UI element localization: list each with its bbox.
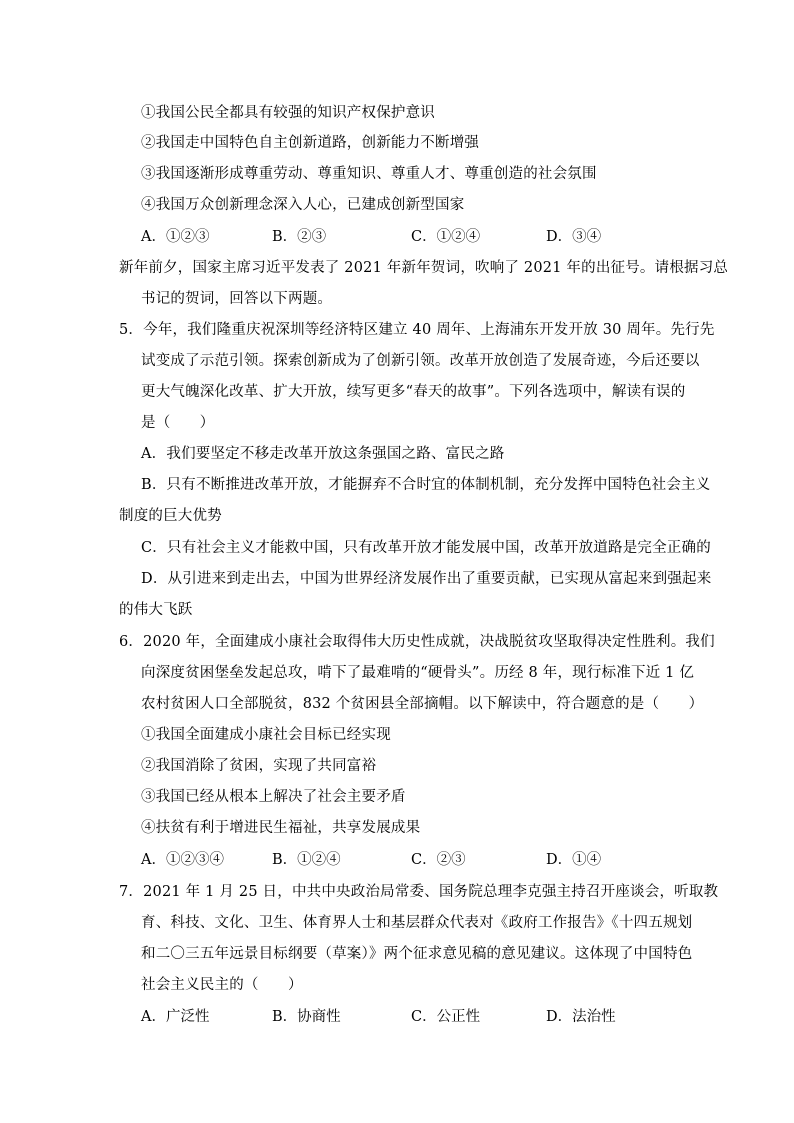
q4-statement-1: ①我国公民全都具有较强的知识产权保护意识	[141, 105, 435, 121]
q6-stem-line-3: 农村贫困人口全部脱贫，832 个贫困县全部摘帽。以下解读中，符合题意的是（ ）	[141, 696, 704, 712]
q5-stem-line-3: 更大气魄深化改革、扩大开放，续写更多“春天的故事”。下列各选项中，解读有误的	[141, 384, 686, 400]
q7-stem-line-1: 7．2021 年 1 月 25 日，中共中央政治局常委、国务院总理李克强主持召开座谈会，听取教	[119, 884, 719, 900]
q6-option-b: B．①②④	[272, 852, 341, 868]
q6-option-d: D．①④	[546, 852, 602, 868]
q7-option-d: D．法治性	[546, 1009, 616, 1025]
q5-choice-b: B．只有不断推进改革开放，才能摒弃不合时宜的体制机制，充分发挥中国特色社会主义	[141, 477, 711, 493]
q6-stem-line-2: 向深度贫困堡垒发起总攻，啃下了最难啃的“硬骨头”。历经 8 年，现行标准下近 1 亿	[141, 665, 695, 681]
q4-option-b: B．②③	[272, 229, 327, 245]
q4-statement-3: ③我国逐渐形成尊重劳动、尊重知识、尊重人才、尊重创造的社会氛围	[141, 166, 597, 182]
q5-stem-line-1: 5．今年，我们隆重庆祝深圳等经济特区建立 40 周年、上海浦东开发开放 30 周年。先行先	[119, 322, 715, 338]
q7-option-a: A．广泛性	[141, 1009, 210, 1025]
q4-statement-2: ②我国走中国特色自主创新道路，创新能力不断增强	[141, 135, 480, 151]
q5-stem-line-4: 是（ ）	[141, 415, 215, 431]
q6-statement-2: ②我国消除了贫困，实现了共同富裕	[141, 758, 377, 774]
q7-stem-line-4: 社会主义民主的（ ）	[141, 977, 303, 993]
q5-choice-d: D．从引进来到走出去，中国为世界经济发展作出了重要贡献，已实现从富起来到强起来	[141, 571, 712, 587]
q5-choice-d-cont: 的伟大飞跃	[119, 602, 193, 618]
q4-option-c: C．①②④	[411, 229, 481, 245]
q6-option-c: C．②③	[411, 852, 466, 868]
intro-line-2: 书记的贺词，回答以下两题。	[141, 291, 333, 307]
q4-statement-4: ④我国万众创新理念深入人心，已建成创新型国家	[141, 197, 465, 213]
q6-statement-3: ③我国已经从根本上解决了社会主要矛盾	[141, 789, 406, 805]
q5-stem-line-2: 试变成了示范引领。探索创新成为了创新引领。改革开放创造了发展奇迹，今后还要以	[141, 353, 700, 369]
q7-option-b: B．协商性	[272, 1009, 341, 1025]
q7-stem-line-2: 育、科技、文化、卫生、体育界人士和基层群众代表对《政府工作报告》《十四五规划	[141, 915, 693, 931]
q5-choice-a: A．我们要坚定不移走改革开放这条强国之路、富民之路	[141, 446, 505, 462]
q6-statement-1: ①我国全面建成小康社会目标已经实现	[141, 727, 391, 743]
q7-option-c: C．公正性	[411, 1009, 481, 1025]
q4-option-d: D．③④	[546, 229, 602, 245]
q7-stem-line-3: 和二〇三五年远景目标纲要（草案）》两个征求意见稿的意见建议。这体现了中国特色	[141, 946, 693, 962]
q5-choice-b-cont: 制度的巨大优势	[119, 508, 222, 524]
q6-statement-4: ④扶贫有利于增进民生福祉，共享发展成果	[141, 820, 421, 836]
q4-option-a: A．①②③	[141, 229, 210, 245]
q5-choice-c: C．只有社会主义才能救中国，只有改革开放才能发展中国，改革开放道路是完全正确的	[141, 540, 711, 556]
intro-line-1: 新年前夕，国家主席习近平发表了 2021 年新年贺词，吹响了 2021 年的出征号。请根据习总	[119, 260, 729, 276]
q6-stem-line-1: 6．2020 年，全面建成小康社会取得伟大历史性成就，决战脱贫攻坚取得决定性胜利。我们	[119, 634, 715, 650]
q6-option-a: A．①②③④	[141, 852, 224, 868]
